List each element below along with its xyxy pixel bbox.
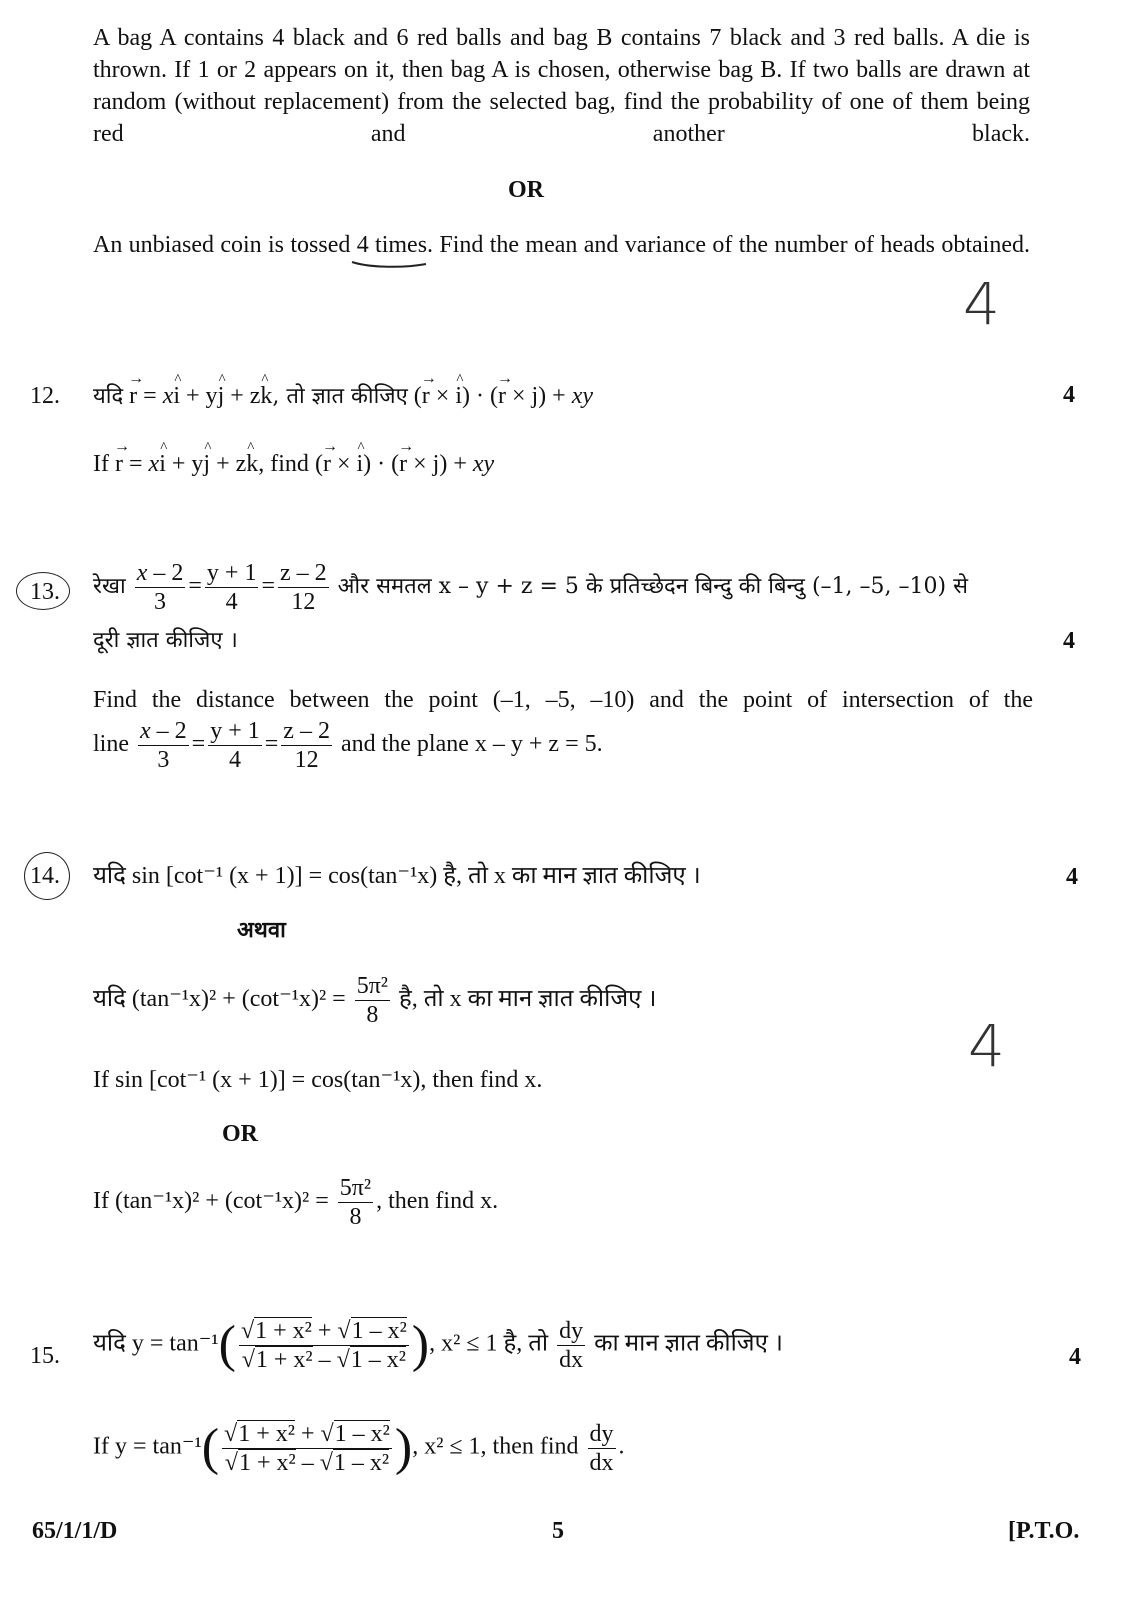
q14-frac-den: 8	[366, 1002, 379, 1028]
q11-handwritten-mark: 4	[963, 270, 1000, 338]
q15-marks: 4	[1069, 1344, 1081, 1370]
q14-frac-num-en: 5π²	[339, 1175, 372, 1201]
q12-hindi-prefix: यदि	[93, 384, 124, 409]
q12-hindi-mid: , तो ज्ञात कीजिए	[272, 384, 408, 409]
footer-code: 65/1/1/D	[32, 1518, 118, 1544]
q14-en-1: If sin [cot⁻¹ (x + 1)] = cos(tan⁻¹x), then find x.	[93, 1067, 543, 1093]
q13-en-prefix: line	[93, 731, 129, 758]
q13-number: 13.	[30, 579, 60, 605]
q11-alt-text: An unbiased coin is tossed 4 times. Find the mean and variance of the number of heads obtained.	[93, 232, 1030, 258]
q12-en-prefix: If	[93, 451, 109, 477]
q15-hindi-cond: , x² ≤ 1 है, तो	[429, 1330, 549, 1357]
q14-hindi-or: अथवा	[237, 917, 286, 943]
q14-frac-num: 5π²	[356, 973, 388, 999]
q13-en-line1: Find the distance between the point (–1, –5, –10) and the point of intersection of the	[93, 687, 1033, 713]
q15-hindi: यदि y = tan⁻¹( $\frac{\text{√1 + x² + √1 – x²}}{\text{√1 + x² – √1 – x²}}$ ), x² ≤ 1 है, तो $\frac{dy}{dx}$ का मान ज्ञात कीजिए ।	[93, 1316, 783, 1373]
q12-number: 12.	[30, 383, 60, 409]
q14-hindi-2-suffix: है, तो x का मान ज्ञात कीजिए ।	[399, 986, 657, 1013]
q15-hindi-prefix: यदि y = tan⁻¹	[93, 1330, 219, 1357]
handwritten-underline	[350, 256, 430, 270]
q13-en-line2: line $\frac{x - 2}{3}$ = $\frac{y + 1}{4}$ = $\frac{z - 2}{12}$ and the plane x – y + z = 5.	[93, 718, 603, 773]
q13-en-suffix: and the plane x – y + z = 5.	[340, 731, 603, 758]
q12-marks: 4	[1063, 382, 1075, 408]
q14-en-2-prefix: If (tan⁻¹x)² + (cot⁻¹x)² =	[93, 1188, 329, 1215]
footer-page-number: 5	[552, 1518, 564, 1544]
q14-hindi-1: यदि sin [cot⁻¹ (x + 1)] = cos(tan⁻¹x) है, तो x का मान ज्ञात कीजिए ।	[93, 863, 701, 889]
q15-en-prefix: If y = tan⁻¹	[93, 1433, 202, 1460]
q13-hindi: रेखा $\frac{x - 2}{3}$ = $\frac{y + 1}{4}$ = $\frac{z - 2}{12}$ और समतल x – y + z = 5 के प्रतिच्छेदन बिन्दु की बिन्दु (–1, –5, –10) से	[93, 560, 968, 615]
q11-text: A bag A contains 4 black and 6 red balls and bag B contains 7 black and 3 red balls. A die is thrown. If 1 or 2 appears on it, then bag A is chosen, otherwise bag B. If two balls are drawn at random (without replacement) from the selected bag, find the probability of one of them being red and another black.	[93, 25, 1030, 147]
q14-en-or: OR	[222, 1121, 258, 1147]
q14-en-2	[93, 1174, 498, 1231]
q12-english: If → r = x^ i + y^ j + z^ k, find (→ r × ^ i) · (→ r × j) + xy	[93, 448, 494, 480]
q13-hindi-prefix: रेखा	[93, 574, 126, 600]
q13-hindi-line2: दूरी ज्ञात कीजिए ।	[93, 628, 238, 653]
q15-number: 15.	[30, 1343, 60, 1369]
q13-hindi-rest: और समतल x – y + z = 5 के प्रतिच्छेदन बिन्दु की बिन्दु (–1, –5, –10) से	[337, 574, 968, 600]
q11-or: OR	[508, 177, 544, 203]
q14-frac-den-en: 8	[349, 1204, 362, 1230]
q15-en-cond: , x² ≤ 1, then find	[412, 1433, 579, 1460]
q14-en-2-suffix: , then find x.	[376, 1188, 499, 1215]
q14-number: 14.	[30, 863, 60, 889]
q12-en-mid: , find	[258, 451, 309, 477]
q13-marks: 4	[1063, 628, 1075, 654]
q15-hindi-suffix: का मान ज्ञात कीजिए ।	[594, 1330, 783, 1357]
q14-hindi-2	[93, 972, 657, 1029]
q14-marks: 4	[1066, 864, 1078, 890]
q14-hindi-2-prefix: यदि (tan⁻¹x)² + (cot⁻¹x)² =	[93, 986, 346, 1013]
footer-pto: [P.T.O.	[1008, 1518, 1080, 1544]
q12-hindi: यदि → r = x^ i + y^ j + z^ k, तो ज्ञात कीजिए (→ r × ^ i) · (→ r × j) + xy	[93, 380, 593, 413]
q15-english: If y = tan⁻¹( $\frac{\text{√1 + x² + √1 – x²}}{\text{√1 + x² – √1 – x²}}$ ), x² ≤ 1, then find $\frac{dy}{dx}$ .	[93, 1419, 625, 1476]
q14-handwritten-mark: 4	[968, 1012, 1005, 1080]
